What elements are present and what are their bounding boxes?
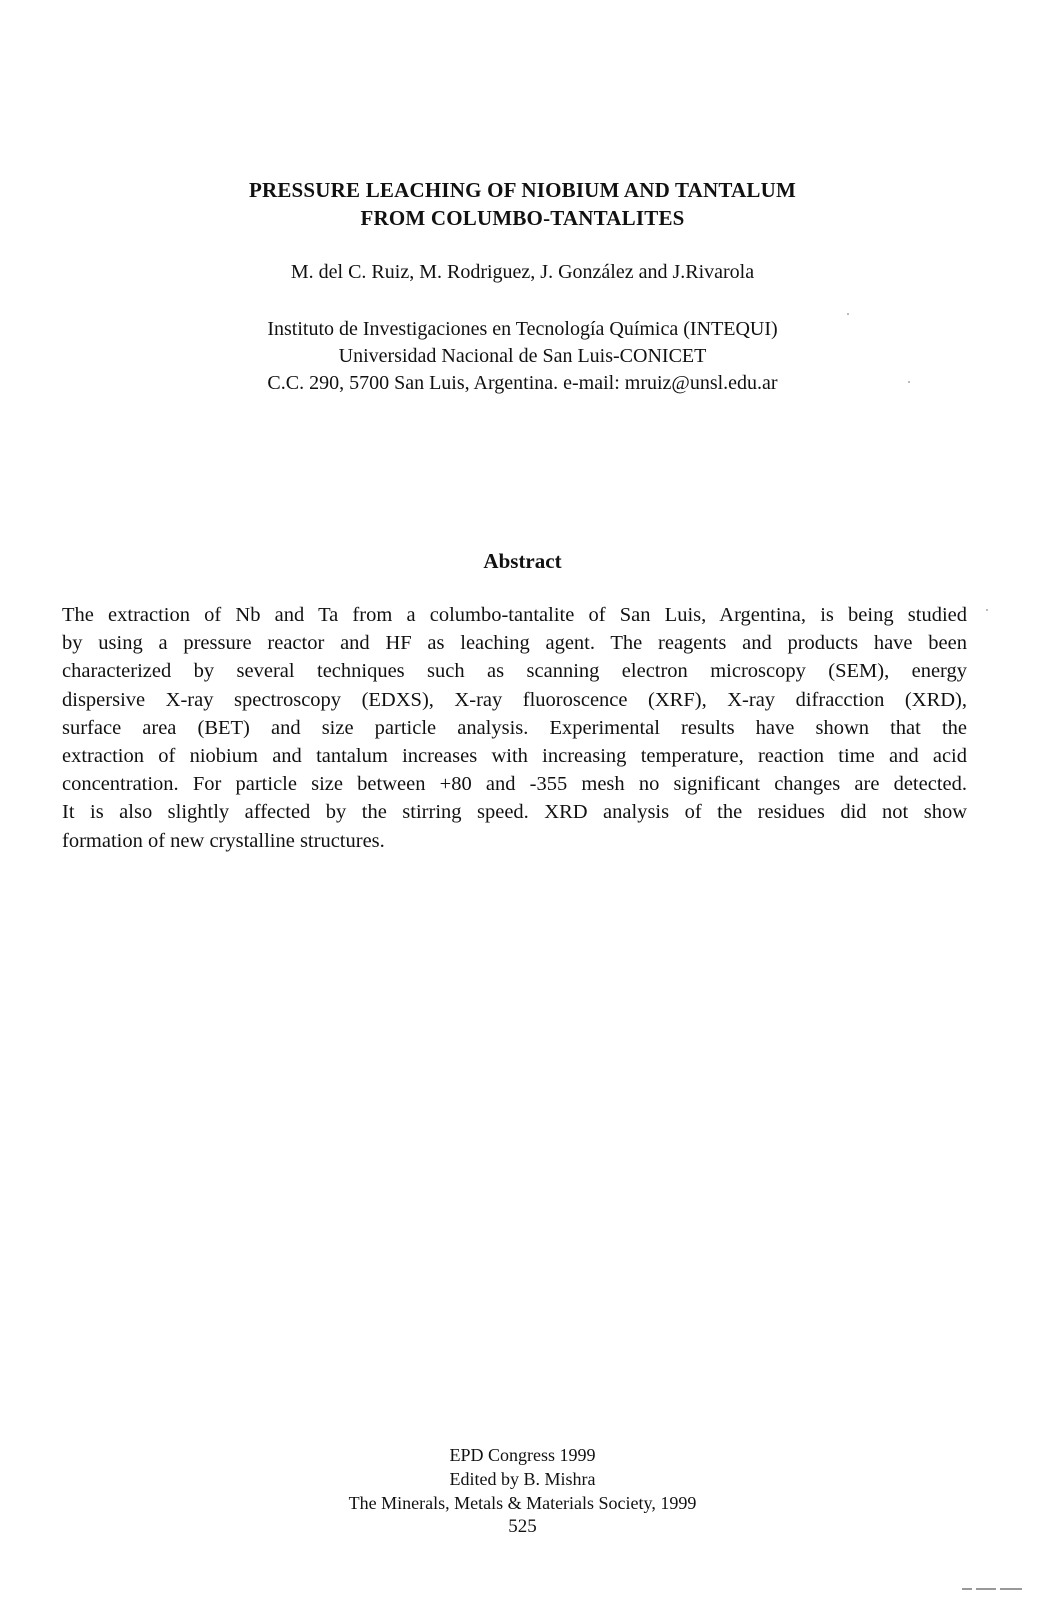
affiliation-institute: Instituto de Investigaciones en Tecnología Química (INTEQUI) <box>267 318 778 340</box>
abstract-line: by using a pressure reactor and HF as leaching agent. The reagents and products have been <box>62 632 967 655</box>
abstract-line: The extraction of Nb and Ta from a columbo-tantalite of San Luis, Argentina, is being studied <box>62 604 967 626</box>
abstract-line: dispersive X-ray spectroscopy (EDXS), X-ray fluoroscence (XRF), X-ray difracction (XRD), <box>62 688 967 711</box>
paper-title-line-1: PRESSURE LEACHING OF NIOBIUM AND TANTALUM <box>248 178 797 202</box>
abstract-line: It is also slightly affected by the stirring speed. XRD analysis of the residues did not show <box>62 801 967 824</box>
footer-congress: EPD Congress 1999 <box>449 1445 596 1465</box>
scan-speck <box>986 609 988 611</box>
abstract-line: formation of new crystalline structures. <box>62 829 385 852</box>
affiliation-block <box>100 316 945 397</box>
abstract-line: surface area (BET) and size particle analysis. Experimental results have shown that the <box>62 716 967 739</box>
affiliation-address: C.C. 290, 5700 San Luis, Argentina. e-mail: mruiz@unsl.edu.ar <box>267 372 778 394</box>
paper-title <box>100 176 945 232</box>
paper-title-line-2: FROM COLUMBO-TANTALITES <box>360 206 685 230</box>
abstract-body <box>62 601 967 855</box>
scan-edge-mark <box>962 1588 972 1590</box>
page-number: 525 <box>508 1516 537 1537</box>
abstract-heading: Abstract <box>483 549 562 573</box>
footer-editor: Edited by B. Mishra <box>449 1469 596 1489</box>
author-list: M. del C. Ruiz, M. Rodriguez, J. González and J.Rivarola <box>290 261 755 283</box>
scan-speck <box>847 313 849 315</box>
publication-footer <box>100 1443 945 1539</box>
footer-publisher: The Minerals, Metals & Materials Society, 1999 <box>348 1493 697 1513</box>
scan-edge-mark <box>1000 1588 1022 1590</box>
scan-edge-mark <box>976 1588 996 1590</box>
affiliation-university: Universidad Nacional de San Luis-CONICET <box>338 345 707 367</box>
scan-speck <box>908 381 910 383</box>
abstract-line: extraction of niobium and tantalum increases with increasing temperature, reaction time and acid <box>62 745 967 768</box>
abstract-line: characterized by several techniques such as scanning electron microscopy (SEM), energy <box>62 660 967 683</box>
abstract-line: concentration. For particle size between +80 and -355 mesh no significant changes are detected. <box>62 773 967 796</box>
